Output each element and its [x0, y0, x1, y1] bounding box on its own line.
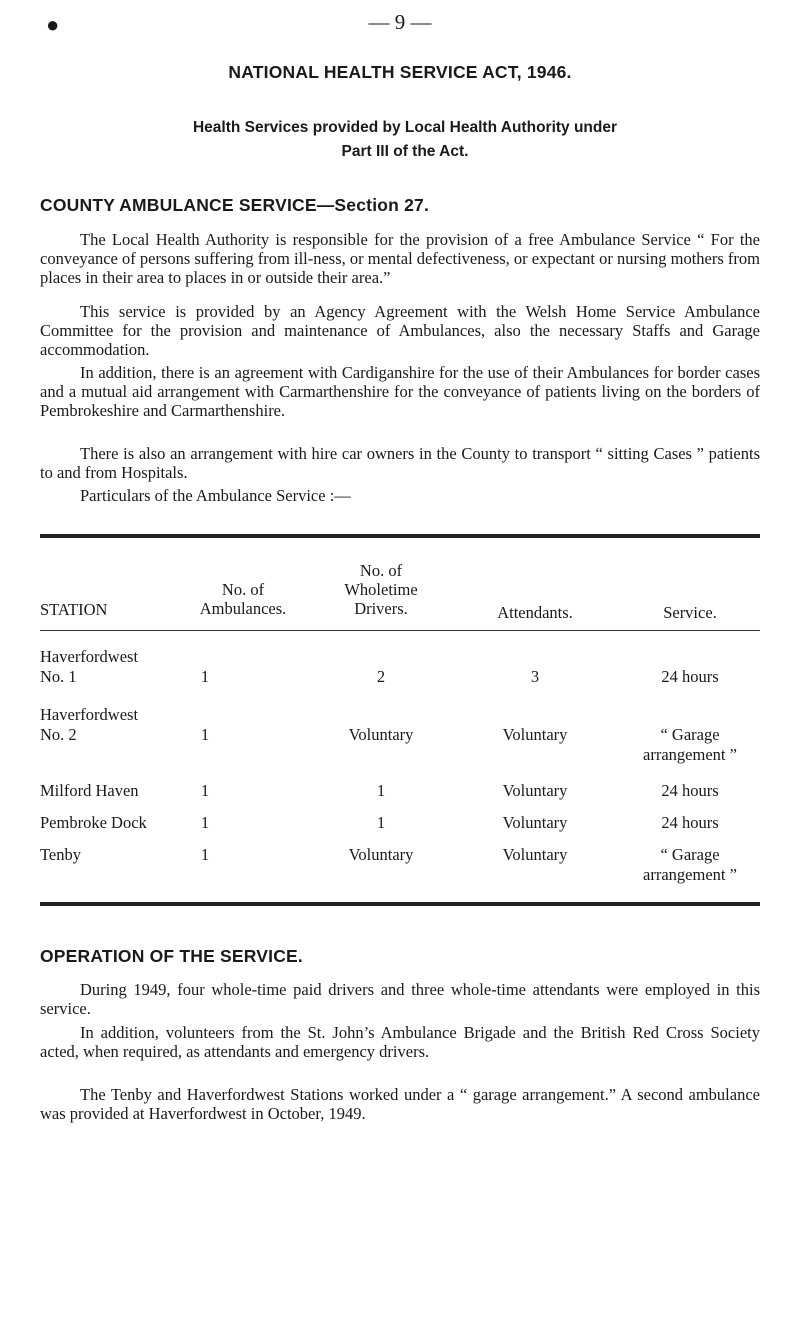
table-top-rule [40, 534, 760, 538]
paragraph-cardiganshire [40, 363, 760, 420]
paragraph-text: In addition, there is an agreement with Cardiganshire for the use of their Ambulances for border cases and a mutual aid arrangement with Carmarthenshire for the conveyance of patients living on the borders of Pembrokeshire and Carmarthenshire. [40, 363, 760, 420]
cell-attendants: Voluntary [502, 781, 568, 800]
cell-ambulances: 1 [200, 781, 210, 800]
paragraph-operation-staff [40, 980, 760, 1018]
header-drivers-line1: No. of [359, 561, 403, 580]
paragraph-text: Particulars of the Ambulance Service :— [80, 486, 351, 505]
cell-ambulances: 1 [200, 845, 210, 864]
service-line1: 24 hours [661, 667, 719, 686]
paragraph-responsibility [40, 230, 760, 287]
station-name: Haverfordwest [40, 705, 139, 724]
paragraph-hire-cars [40, 444, 760, 482]
header-ambulances-line1: No. of [221, 580, 265, 599]
cell-attendants: Voluntary [502, 813, 568, 832]
header-service: Service. [663, 603, 717, 622]
cell-drivers: 2 [376, 667, 386, 686]
header-attendants: Attendants. [497, 603, 573, 622]
service-line1: “ Garage [660, 725, 720, 744]
page-mark: ● [46, 12, 60, 37]
cell-service [615, 725, 765, 765]
services-title [60, 116, 750, 164]
table-bottom-rule [40, 902, 760, 906]
header-station: STATION [40, 600, 108, 619]
cell-attendants: Voluntary [502, 845, 568, 864]
paragraph-text: The Local Health Authority is responsible for the provision of a free Ambulance Service “ For the conveyance of persons suffering from ill-ness, or mental defectiveness, or expectant or nursing mothers from places in their area to places in or outside their area.” [40, 230, 760, 287]
cell-service [615, 845, 765, 885]
paragraph-garage-arrangement [40, 1085, 760, 1123]
header-ambulances [178, 580, 308, 618]
cell-service: 24 hours [661, 781, 719, 800]
cell-drivers: Voluntary [348, 845, 414, 864]
page-number: — 9 — [368, 10, 432, 34]
services-title-line2: Part III of the Act. [341, 143, 469, 160]
paragraph-text: The Tenby and Haverfordwest Stations worked under a “ garage arrangement.” A second ambulance was provided at Haverfordwest in October, 1949. [40, 1085, 760, 1123]
act-title: NATIONAL HEALTH SERVICE ACT, 1946. [228, 62, 572, 82]
cell-station: Tenby [40, 845, 82, 864]
paragraph-text: This service is provided by an Agency Agreement with the Welsh Home Service Ambulance Committee for the provision and maintenance of Ambulances, also the necessary Staffs and Garage accommodation. [40, 302, 760, 359]
header-drivers-line2: Wholetime [344, 580, 418, 599]
station-name: Haverfordwest [40, 647, 139, 666]
cell-service: 24 hours [661, 813, 719, 832]
cell-service [615, 667, 765, 687]
operation-title: OPERATION OF THE SERVICE. [40, 946, 303, 966]
header-ambulances-line2: Ambulances. [199, 599, 287, 618]
paragraph-text: In addition, volunteers from the St. John’s Ambulance Brigade and the British Red Cross Society acted, when required, as attendants and emergency drivers. [40, 1023, 760, 1061]
cell-drivers: 1 [376, 813, 386, 832]
cell-station [40, 705, 210, 745]
cell-station: Pembroke Dock [40, 813, 147, 832]
paragraph-agency [40, 302, 760, 359]
cell-ambulances: 1 [200, 813, 210, 832]
paragraph-particulars [40, 486, 760, 505]
cell-attendants: 3 [530, 667, 540, 686]
station-number: No. 1 [40, 667, 77, 686]
header-drivers [306, 561, 456, 618]
cell-drivers: 1 [376, 781, 386, 800]
cell-ambulances: 1 [200, 667, 210, 686]
table-header-rule [40, 630, 760, 631]
section-title: COUNTY AMBULANCE SERVICE—Section 27. [40, 195, 430, 215]
cell-ambulances: 1 [200, 725, 210, 744]
cell-attendants: Voluntary [502, 725, 568, 744]
cell-drivers: Voluntary [348, 725, 414, 744]
paragraph-volunteers [40, 1023, 760, 1061]
service-line2: arrangement ” [643, 865, 737, 884]
station-number: No. 2 [40, 725, 77, 744]
services-title-line1: Health Services provided by Local Health Authority under [192, 119, 618, 136]
header-drivers-line3: Drivers. [354, 599, 408, 618]
paragraph-text: There is also an arrangement with hire car owners in the County to transport “ sitting Cases ” patients to and from Hospitals. [40, 444, 760, 482]
service-line2: arrangement ” [643, 745, 737, 764]
paragraph-text: During 1949, four whole-time paid drivers and three whole-time attendants were employed in this service. [40, 980, 760, 1018]
cell-station [40, 647, 210, 687]
service-line1: “ Garage [660, 845, 720, 864]
cell-station: Milford Haven [40, 781, 139, 800]
